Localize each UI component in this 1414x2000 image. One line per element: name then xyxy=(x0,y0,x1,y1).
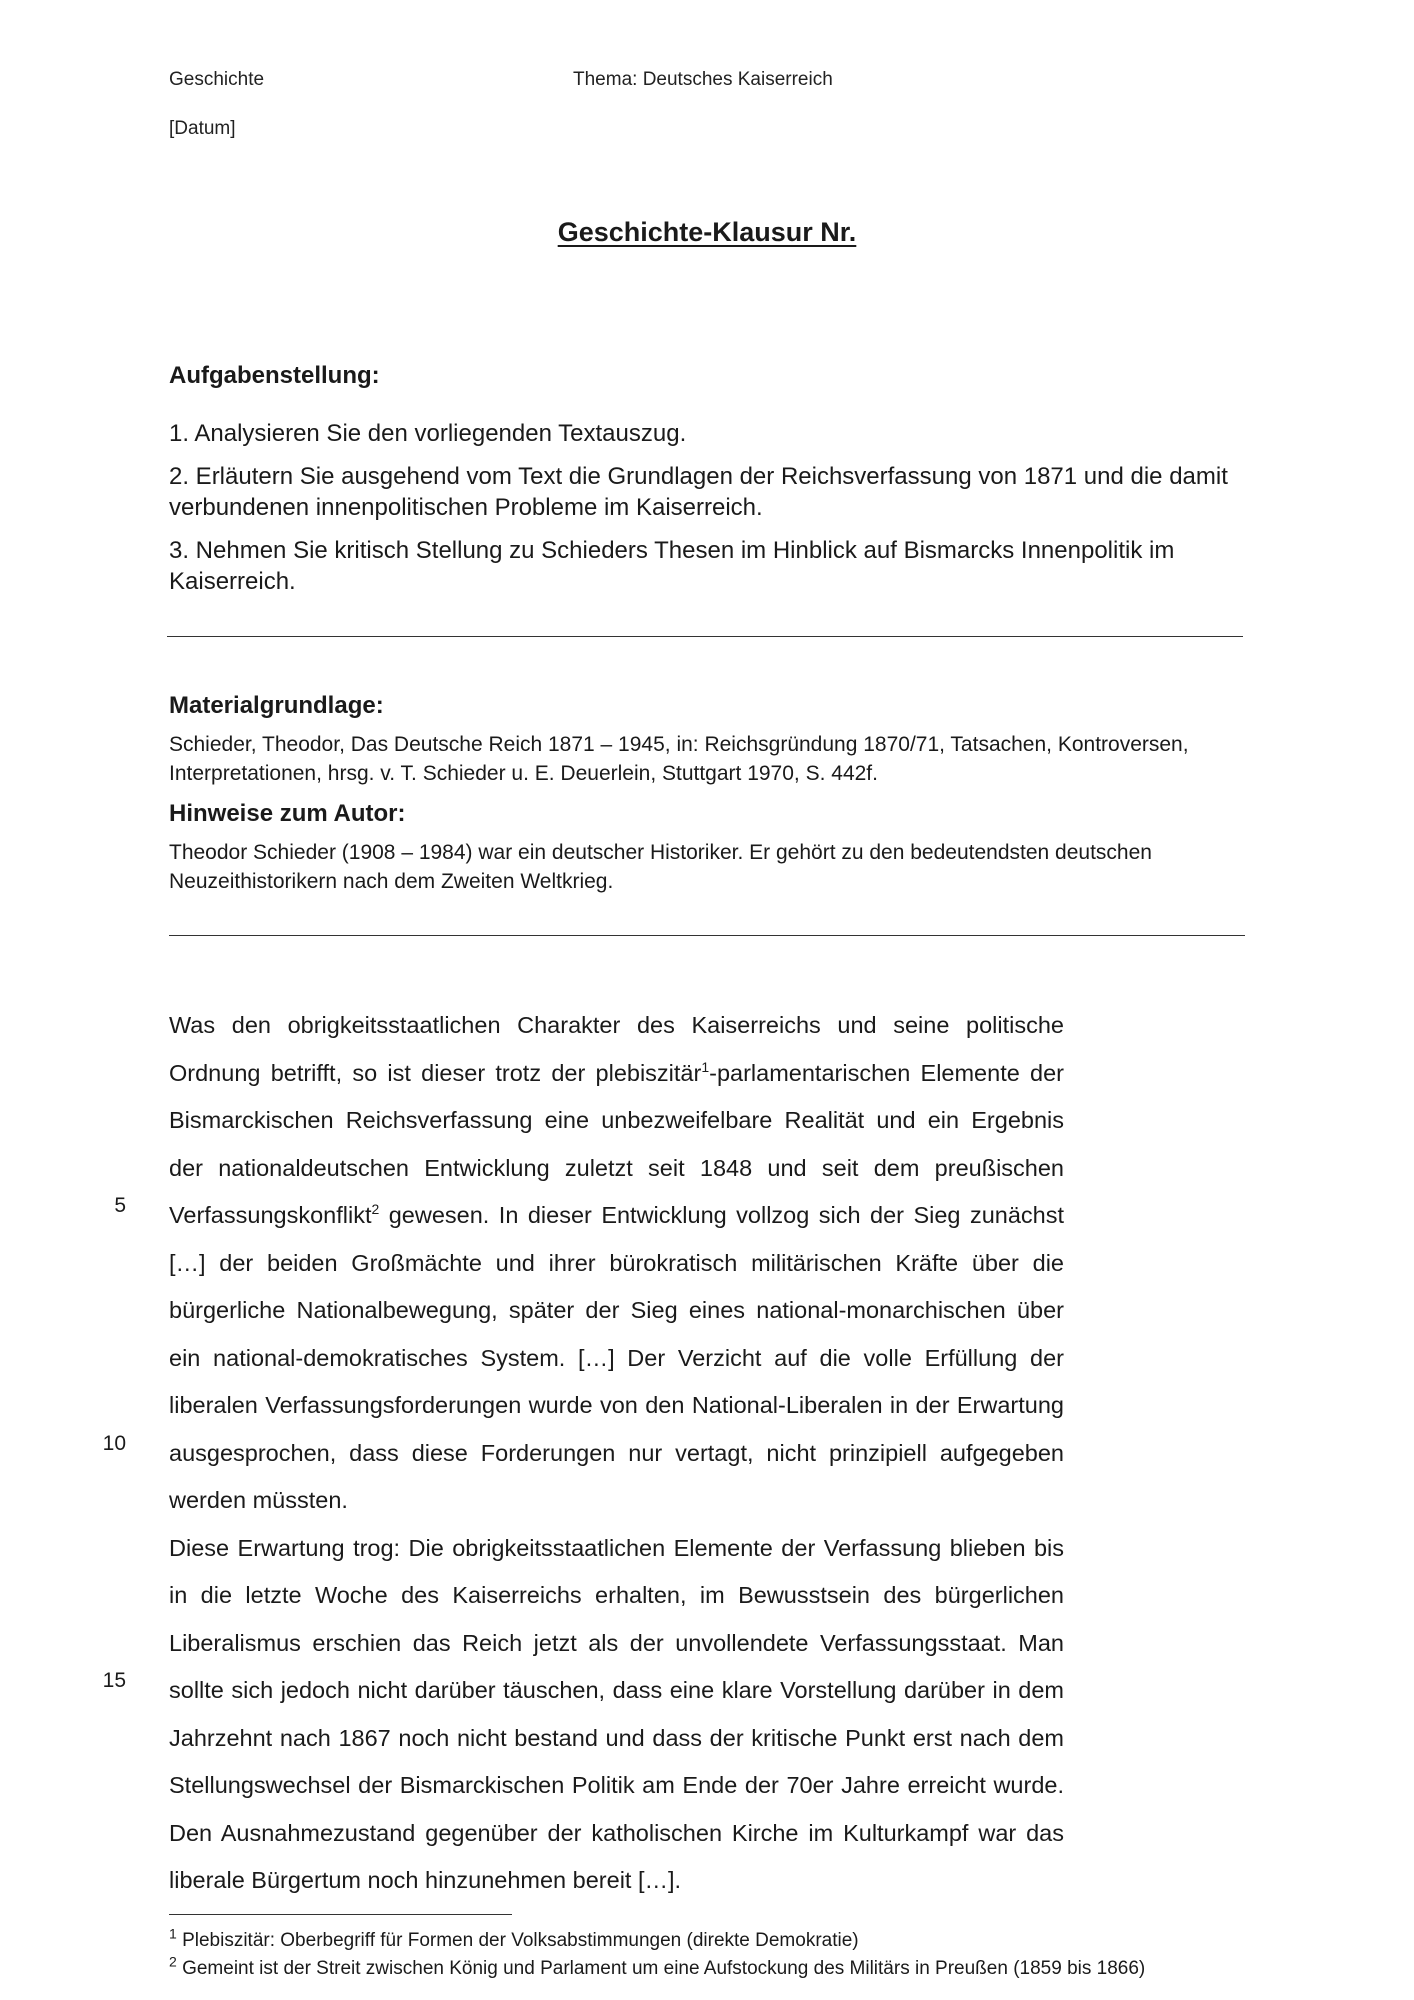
footnote-ref-1: 1 xyxy=(701,1058,710,1075)
divider-bottom xyxy=(169,935,1245,936)
material-heading: Materialgrundlage: xyxy=(169,692,384,719)
header-subject: Geschichte xyxy=(169,69,265,90)
line-number-10: 10 xyxy=(102,1432,126,1455)
source-p1-part-c: gewesen. In dieser Entwicklung vollzog sich der Sieg zunächst […] der beiden Großmächte und ihrer bürokratisch militärischen Kräfte über die bürgerliche Nationalbewegung, später der Sieg eines national-monarchischen über ein national-demokratisches System. […] Der Verzicht auf die volle Erfüllung der liberalen Verfassungsforderungen wurde von den National-Liberalen in der Erwartung ausgesprochen, dass diese Forderungen nur vertagt, nicht prinzipiell aufgegeben werden müssten. xyxy=(169,1202,1064,1513)
source-p1-part-b: -parlamentarischen Elemente der Bismarckischen Reichsverfassung eine unbezweifelbare Realität und ein Ergebnis der nationaldeutschen Entwicklung zuletzt seit 1848 und seit dem preußischen Verfassungskonflikt xyxy=(169,1059,1064,1228)
footnote-2 xyxy=(169,1953,1146,1982)
author-heading: Hinweise zum Autor: xyxy=(169,800,406,827)
footnote-1-text: Plebiszitär: Oberbegriff für Formen der Volksabstimmungen (direkte Demokratie) xyxy=(176,1930,859,1951)
task-item-2: 2. Erläutern Sie ausgehend vom Text die Grundlagen der Reichsverfassung von 1871 und die damit verbundenen innenpolitischen Probleme im Kaiserreich. xyxy=(169,463,1228,521)
footnote-1 xyxy=(169,1925,859,1954)
footnote-ref-2: 2 xyxy=(371,1201,380,1218)
task-item-1: 1. Analysieren Sie den vorliegenden Textauszug. xyxy=(169,420,687,447)
source-text xyxy=(169,1002,1064,1905)
author-text: Theodor Schieder (1908 – 1984) war ein deutscher Historiker. Er gehört zu den bedeutendsten deutschen Neuzeithistorikern nach dem Zweiten Weltkrieg. xyxy=(169,841,1152,893)
source-paragraph-2: Diese Erwartung trog: Die obrigkeitsstaatlichen Elemente der Verfassung blieben bis in die letzte Woche des Kaiserreichs erhalten, im Bewusstsein des bürgerlichen Liberalismus erschien das Reich jetzt als der unvollendete Verfassungsstaat. Man sollte sich jedoch nicht darüber täuschen, dass eine klare Vorstellung darüber in dem Jahrzehnt nach 1867 noch nicht bestand und dass der kritische Punkt erst nach dem Stellungswechsel der Bismarckischen Politik am Ende der 70er Jahre erreicht wurde. Den Ausnahmezustand gegenüber der katholischen Kirche im Kulturkampf war das liberale Bürgertum noch hinzunehmen bereit […]. xyxy=(169,1534,1064,1893)
line-number-5: 5 xyxy=(114,1194,126,1217)
task-item-3: 3. Nehmen Sie kritisch Stellung zu Schieders Thesen im Hinblick auf Bismarcks Innenpolitik im Kaiserreich. xyxy=(169,537,1175,595)
header-date: [Datum] xyxy=(169,118,236,139)
divider-top xyxy=(167,636,1243,637)
page-title: Geschichte-Klausur Nr. xyxy=(557,217,857,247)
footnote-2-mark: 2 xyxy=(169,1953,177,1970)
source-paragraph-1 xyxy=(169,1002,1064,1525)
tasks-heading: Aufgabenstellung: xyxy=(169,362,380,389)
source-p1-part-a: Was den obrigkeitsstaatlichen Charakter des Kaiserreichs und seine politische Ordnung betrifft, so ist dieser trotz der plebiszitär xyxy=(169,1012,1064,1086)
footnote-separator xyxy=(169,1914,512,1915)
header-topic: Thema: Deutsches Kaiserreich xyxy=(573,69,833,90)
material-text: Schieder, Theodor, Das Deutsche Reich 1871 – 1945, in: Reichsgründung 1870/71, Tatsachen, Kontroversen, Interpretationen, hrsg. v. T. Schieder u. E. Deuerlein, Stuttgart 1970, S. 442f. xyxy=(169,733,1189,785)
line-number-15: 15 xyxy=(102,1669,126,1692)
footnote-1-mark: 1 xyxy=(169,1925,177,1942)
footnote-2-text: Gemeint ist der Streit zwischen König und Parlament um eine Aufstockung des Militärs in Preußen (1859 bis 1866) xyxy=(176,1958,1146,1979)
